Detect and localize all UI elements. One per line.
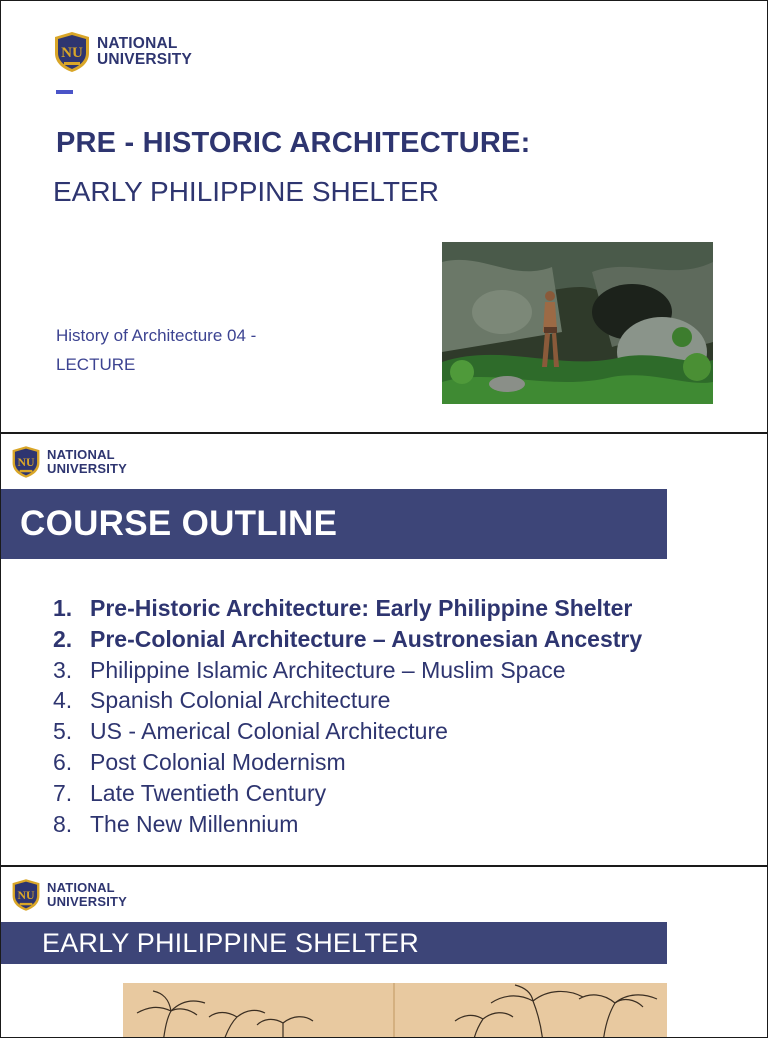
list-item-number: 5. bbox=[53, 718, 73, 745]
list-item bbox=[53, 593, 642, 624]
list-item-number: 8. bbox=[53, 810, 73, 837]
list-item bbox=[53, 655, 642, 686]
list-item-text: Pre-Colonial Architecture – Austronesian Ancestry bbox=[90, 625, 643, 652]
logo-line-national: NATIONAL bbox=[97, 34, 178, 52]
logo-line-national: NATIONAL bbox=[47, 447, 115, 463]
accent-dash bbox=[56, 90, 73, 94]
list-item bbox=[53, 624, 642, 655]
course-line-2: LECTURE bbox=[56, 355, 136, 374]
national-university-logo bbox=[11, 878, 127, 912]
list-item-text: Pre-Historic Architecture: Early Philippine Shelter bbox=[90, 595, 633, 621]
svg-text:NU: NU bbox=[17, 887, 35, 902]
national-university-seal-icon bbox=[11, 878, 41, 912]
list-item-text: Philippine Islamic Architecture – Muslim Space bbox=[90, 656, 566, 683]
national-university-seal-icon bbox=[11, 445, 41, 479]
list-item bbox=[53, 747, 642, 778]
national-university-logo bbox=[53, 31, 192, 73]
list-item-number: 1. bbox=[53, 595, 73, 621]
course-label bbox=[56, 321, 316, 379]
svg-text:NU: NU bbox=[61, 45, 83, 61]
slide-early-philippine-shelter bbox=[0, 866, 768, 1038]
national-university-seal-icon bbox=[53, 31, 91, 73]
banner-title: EARLY PHILIPPINE SHELTER bbox=[42, 927, 419, 958]
list-item bbox=[53, 685, 642, 716]
logo-line-university: UNIVERSITY bbox=[97, 51, 193, 68]
slide-title-heading: PRE - HISTORIC ARCHITECTURE: bbox=[56, 127, 531, 159]
logo-line-national: NATIONAL bbox=[47, 880, 115, 896]
list-item-text: Late Twentieth Century bbox=[90, 779, 327, 806]
national-university-logo bbox=[11, 445, 127, 479]
logo-line-university: UNIVERSITY bbox=[47, 461, 128, 476]
list-item-text: The New Millennium bbox=[90, 810, 299, 837]
list-item-number: 7. bbox=[53, 779, 73, 806]
list-item-number: 2. bbox=[53, 625, 73, 652]
list-item-number: 3. bbox=[53, 656, 73, 683]
logo-line-university: UNIVERSITY bbox=[47, 894, 128, 909]
course-line-1: History of Architecture 04 - bbox=[56, 326, 257, 345]
palm-tree-illustration-icon bbox=[123, 983, 667, 1038]
course-outline-list bbox=[53, 593, 642, 839]
title-banner bbox=[1, 922, 667, 964]
slide-title bbox=[0, 0, 768, 433]
list-item bbox=[53, 716, 642, 747]
list-item-text: Spanish Colonial Architecture bbox=[90, 687, 391, 714]
list-item bbox=[53, 778, 642, 809]
svg-text:NU: NU bbox=[17, 454, 35, 469]
list-item-text: Post Colonial Modernism bbox=[90, 748, 346, 775]
jungle-cave-photo-icon bbox=[442, 242, 713, 404]
list-item-number: 4. bbox=[53, 687, 73, 714]
list-item-text: US - Americal Colonial Architecture bbox=[90, 718, 448, 745]
slide-course-outline bbox=[0, 433, 768, 866]
banner-title: COURSE OUTLINE bbox=[20, 504, 338, 543]
title-banner bbox=[1, 489, 667, 559]
list-item bbox=[53, 809, 642, 840]
slide-subtitle: EARLY PHILIPPINE SHELTER bbox=[53, 176, 439, 207]
list-item-number: 6. bbox=[53, 748, 73, 775]
